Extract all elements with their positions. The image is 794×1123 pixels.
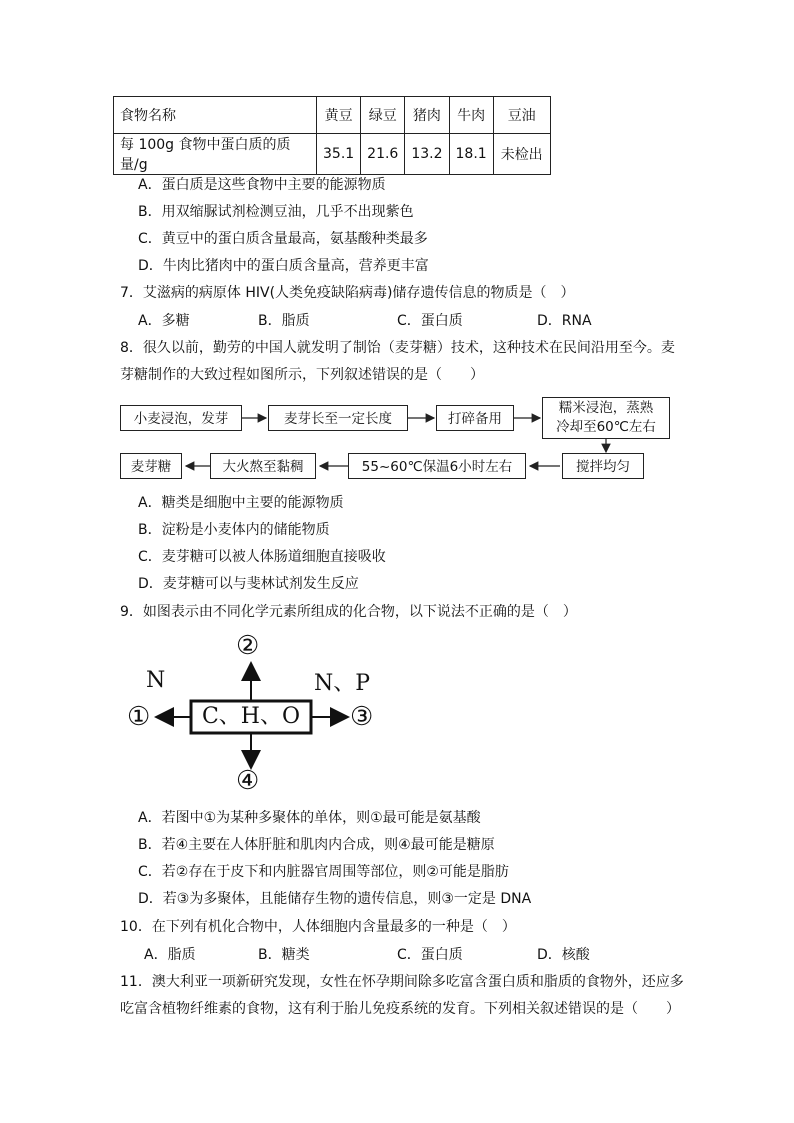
table-cell: 食物名称 xyxy=(114,97,317,134)
q8-option-a: A．糖类是细胞中主要的能源物质 xyxy=(138,495,344,511)
q7-option-c: C．蛋白质 xyxy=(397,313,463,329)
diagram-center-label: C、H、O xyxy=(201,704,301,729)
q7-option-a: A．多糖 xyxy=(138,313,190,329)
q8-stem-line2: 芽糖制作的大致过程如图所示，下列叙述错误的是（ ） xyxy=(120,367,484,383)
q8-stem-line1: 8．很久以前，勤劳的中国人就发明了制饴（麦芽糖）技术，这种技术在民间沿用至今。麦 xyxy=(120,340,675,356)
table-cell: 18.1 xyxy=(449,134,493,175)
q10-option-c: C．蛋白质 xyxy=(397,947,463,963)
flow-step-4-line1: 糯米浸泡，蒸熟 xyxy=(558,400,654,416)
q10-option-b: B．糖类 xyxy=(258,947,310,963)
q9-option-a: A．若图中①为某种多聚体的单体，则①最可能是氨基酸 xyxy=(138,810,481,826)
q11-line1: 11．澳大利亚一项新研究发现，女性在怀孕期间除多吃富含蛋白质和脂质的食物外，还应多 xyxy=(120,974,684,990)
diagram-left-label: N xyxy=(146,668,166,693)
q6-option-a: A．蛋白质是这些食物中主要的能源物质 xyxy=(138,177,386,193)
q9-option-b: B．若④主要在人体肝脏和肌肉内合成，则④最可能是糖原 xyxy=(138,837,495,853)
table-cell: 黄豆 xyxy=(317,97,361,134)
q6-option-d: D．牛肉比猪肉中的蛋白质含量高，营养更丰富 xyxy=(138,258,429,274)
table-cell: 豆油 xyxy=(493,97,550,134)
diagram-node-3: ③ xyxy=(350,702,374,732)
table-cell: 牛肉 xyxy=(449,97,493,134)
q8-option-d: D．麦芽糖可以与斐林试剂发生反应 xyxy=(138,576,359,592)
q11-line2: 吃富含植物纤维素的食物，这有利于胎儿免疫系统的发育。下列相关叙述错误的是（ ） xyxy=(120,1001,680,1017)
q9-stem: 9．如图表示由不同化学元素所组成的化合物，以下说法不正确的是（ ） xyxy=(120,604,577,620)
flow-step-8: 麦芽糖 xyxy=(120,453,182,479)
table-cell: 每 100g 食物中蛋白质的质量/g xyxy=(114,134,317,175)
q8-option-c: C．麦芽糖可以被人体肠道细胞直接吸收 xyxy=(138,549,386,565)
table-cell: 21.6 xyxy=(361,134,405,175)
flow-step-4-line2: 冷却至60℃左右 xyxy=(556,419,656,435)
q8-option-b: B．淀粉是小麦体内的储能物质 xyxy=(138,522,330,538)
q7-option-b: B．脂质 xyxy=(258,313,310,329)
q9-option-d: D．若③为多聚体，且能储存生物的遗传信息，则③一定是 DNA xyxy=(138,891,532,907)
q10-option-d: D．核酸 xyxy=(537,947,590,963)
q6-option-c: C．黄豆中的蛋白质含量最高，氨基酸种类最多 xyxy=(138,231,428,247)
flow-step-5: 搅拌均匀 xyxy=(562,453,644,479)
table-cell: 13.2 xyxy=(405,134,449,175)
table-cell: 猪肉 xyxy=(405,97,449,134)
table-cell: 35.1 xyxy=(317,134,361,175)
q9-option-c: C．若②存在于皮下和内脏器官周围等部位，则②可能是脂肪 xyxy=(138,864,509,880)
q6-option-b: B．用双缩脲试剂检测豆油，几乎不出现紫色 xyxy=(138,204,414,220)
flow-step-7: 大火熬至黏稠 xyxy=(210,453,316,479)
diagram-node-1: ① xyxy=(127,702,151,732)
flow-step-2: 麦芽长至一定长度 xyxy=(268,405,408,431)
q7-stem: 7．艾滋病的病原体 HIV(人类免疫缺陷病毒)储存遗传信息的物质是（ ） xyxy=(120,285,575,301)
q10-stem: 10．在下列有机化合物中，人体细胞内含量最多的一种是（ ） xyxy=(120,919,516,935)
table-cell: 绿豆 xyxy=(361,97,405,134)
table-cell: 未检出 xyxy=(493,134,550,175)
diagram-right-label: N、P xyxy=(314,671,371,696)
flow-step-1: 小麦浸泡，发芽 xyxy=(120,405,242,431)
q7-option-d: D．RNA xyxy=(537,313,592,329)
flow-step-3: 打碎备用 xyxy=(436,405,514,431)
diagram-node-2: ② xyxy=(236,631,260,661)
flow-step-6: 55~60℃保温6小时左右 xyxy=(348,453,526,479)
q10-option-a: A．脂质 xyxy=(144,947,196,963)
diagram-node-4: ④ xyxy=(236,766,260,796)
